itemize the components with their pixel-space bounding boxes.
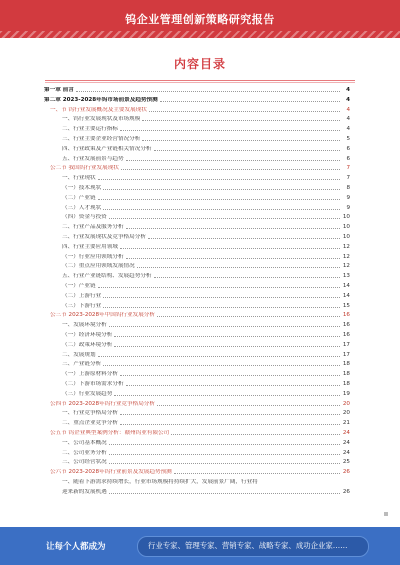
page-footer xyxy=(0,527,400,565)
toc-entry-text: 五、行业发展前景与趋势 xyxy=(62,155,124,162)
toc-entry-text: 一、随着下游需求持续增长，行业市场规模将持续扩大，发展前景广阔，行业将 xyxy=(62,479,258,485)
toc-leader-dots xyxy=(160,101,340,102)
toc-leader-dots xyxy=(120,414,340,415)
toc-entry-item[interactable] xyxy=(62,115,350,123)
toc-entry-text: 一、行业竞争格局分析 xyxy=(62,410,118,417)
toc-entry-text: 一、发展环境分析 xyxy=(62,322,107,329)
toc-entry-item[interactable] xyxy=(62,184,350,192)
toc-entry-text: （三）人才现状 xyxy=(62,204,102,211)
toc-entry-item[interactable] xyxy=(62,331,350,339)
toc-leader-dots xyxy=(126,258,340,259)
toc-page-number: 24 xyxy=(342,430,350,436)
toc-entry-section[interactable] xyxy=(50,164,350,172)
toc-entry-item[interactable] xyxy=(62,302,350,310)
toc-entry-text: 一、公司基本概况 xyxy=(62,439,107,446)
toc-entry-text: 四、行业主要应用领域 xyxy=(62,243,118,250)
toc-page-number: 18 xyxy=(342,381,350,387)
toc-entry-item[interactable] xyxy=(62,155,350,163)
toc-entry-item[interactable] xyxy=(62,449,350,457)
toc-entry-text: 公六节 2023-2028年钨行业前景及发展趋势预测 xyxy=(50,469,172,476)
toc-leader-dots xyxy=(109,218,340,219)
toc-page-number: 6 xyxy=(346,145,350,152)
toc-page-number: 4 xyxy=(346,126,350,133)
toc-entry-text: 公四节 2023-2028年钨行业竞争格局分析 xyxy=(50,400,155,407)
toc-leader-dots xyxy=(109,463,340,464)
toc-entry-text: 一、钨行业发展现状及市场规模 xyxy=(62,116,141,123)
toc-entry-text: 二、重点企业竞争分析 xyxy=(62,420,118,427)
toc-entry-item[interactable] xyxy=(62,321,350,329)
footer-tagline: 行业专家、管理专家、营销专家、战略专家、成功企业家…… xyxy=(148,541,348,550)
toc-entry-text: （一）技术现状 xyxy=(62,185,102,191)
toc-entry-text: （三）下游行业 xyxy=(62,302,102,309)
toc-entry-text: 五、行业产业链结构、发展趋势分析 xyxy=(62,273,152,280)
toc-entry-text: （一）上游原材料分析 xyxy=(62,371,118,378)
toc-page-number: 16 xyxy=(342,312,350,319)
toc-leader-dots xyxy=(114,395,340,396)
toc-entry-item[interactable] xyxy=(62,282,350,290)
toc-page-number: 19 xyxy=(342,390,350,397)
toc-leader-dots xyxy=(98,179,340,180)
toc-entry-text: 三、产业链分析 xyxy=(62,361,102,368)
toc-leader-dots xyxy=(157,316,340,317)
toc-page-number: 4 xyxy=(346,116,350,123)
toc-leader-dots xyxy=(120,130,340,131)
toc-leader-dots xyxy=(137,267,340,268)
toc-entry-text: 公五节 钨企业典型案例分析：赣州钨业有限公司 xyxy=(50,430,170,436)
toc-page-number: 26 xyxy=(342,488,350,495)
toc-page-number: 4 xyxy=(346,87,350,93)
toc-leader-dots xyxy=(126,160,340,161)
toc-leader-dots xyxy=(76,91,340,92)
toc-page-number: 20 xyxy=(342,400,350,407)
toc-leader-dots xyxy=(114,346,340,347)
toc-entry-item[interactable] xyxy=(62,145,350,153)
report-title: 钨企业管理创新策略研究报告 xyxy=(125,13,275,26)
toc-leader-dots xyxy=(174,473,340,474)
toc-entry-item[interactable] xyxy=(62,204,350,212)
toc-entry-text: （三）行业发展趋势 xyxy=(62,390,113,397)
toc-entry-text: （二）上游行业 xyxy=(62,292,102,299)
toc-entry-item[interactable] xyxy=(62,243,350,251)
toc-leader-dots xyxy=(103,209,340,210)
toc-entry-item[interactable] xyxy=(62,419,350,427)
toc-page-number: 10 xyxy=(342,224,350,231)
toc-page-number: 17 xyxy=(342,351,350,358)
toc-entry-text: 迎来新的发展机遇 xyxy=(62,488,107,495)
toc-leader-dots xyxy=(149,111,340,112)
toc-entry-text: 一、行业现状 xyxy=(62,175,96,182)
toc-entry-text: （二）下游市场需求分析 xyxy=(62,381,124,387)
toc-entry-text: 公三节 2023-2028年中国钨行业发展分析 xyxy=(50,312,155,319)
toc-page-number: 18 xyxy=(342,371,350,378)
toc-entry-text: 四、行业政策及产业链相关情况分析 xyxy=(62,145,152,152)
toc-entry-text: 二、行业主要运行指标 xyxy=(62,126,118,133)
toc-page-number: 5 xyxy=(346,136,350,142)
toc-entry-text: 一、节 钨行业发展概况及主要发展现状 xyxy=(50,106,147,113)
toc-entry-item[interactable] xyxy=(62,213,350,221)
toc-entry-item[interactable] xyxy=(62,380,350,388)
toc-page-number: 14 xyxy=(342,292,350,299)
toc-entry-text: （一）经济环境分析 xyxy=(62,332,113,338)
toc-entry-item[interactable] xyxy=(62,292,350,300)
toc-page-number: 10 xyxy=(342,214,350,221)
toc-entry-item[interactable] xyxy=(62,253,350,261)
toc-leader-dots xyxy=(109,326,340,327)
toc-entry-item[interactable] xyxy=(62,262,350,270)
toc-page-number: 8 xyxy=(346,185,350,191)
toc-entry-item[interactable] xyxy=(62,194,350,202)
toc-page-number: 21 xyxy=(342,420,350,427)
toc-entry-text: （一）行业应用领域分析 xyxy=(62,253,124,260)
toc-leader-dots xyxy=(103,189,340,190)
toc-leader-dots xyxy=(142,140,340,141)
toc-leader-dots xyxy=(154,277,340,278)
toc-entry-text: 第二章 2023-2028年钨市场前景及趋势预测 xyxy=(44,96,158,103)
toc-page-number: 26 xyxy=(342,469,350,476)
toc-entry-text: （一）产业链 xyxy=(62,283,96,289)
toc-page-number: 24 xyxy=(342,439,350,446)
toc-entry-section[interactable] xyxy=(50,429,350,437)
toc-entry-item[interactable] xyxy=(62,390,350,398)
toc-leader-dots xyxy=(120,248,340,249)
page-marker xyxy=(384,512,388,516)
toc-entry-item[interactable] xyxy=(62,478,350,486)
toc-page-number: 9 xyxy=(346,194,350,201)
toc-leader-dots xyxy=(103,297,340,298)
toc-leader-dots xyxy=(109,454,340,455)
toc-entry-text: 三、行业发展现状及竞争格局分析 xyxy=(62,234,146,240)
toc-leader-dots xyxy=(109,493,340,494)
toc-entry-chapter[interactable] xyxy=(44,86,350,94)
toc-leader-dots xyxy=(103,307,340,308)
toc-entry-item[interactable] xyxy=(62,351,350,359)
toc-page-number: 10 xyxy=(342,234,350,240)
toc-entry-text: 三、行业主要企业经营情况分析 xyxy=(62,136,141,142)
toc-entry-item[interactable] xyxy=(62,272,350,280)
toc-entry-text: 第一章 前言 xyxy=(44,87,74,93)
header-stripe-decoration xyxy=(0,31,400,38)
toc-page-number: 6 xyxy=(346,155,350,162)
toc-heading: 内容目录 xyxy=(173,57,226,71)
toc-leader-dots xyxy=(126,228,340,229)
toc-entry-text: （四）资金与投资 xyxy=(62,214,107,221)
toc-leader-dots xyxy=(114,336,340,337)
toc-page-number: 14 xyxy=(342,283,350,289)
toc-leader-dots xyxy=(98,287,340,288)
toc-leader-dots xyxy=(154,150,340,151)
toc-entry-item[interactable] xyxy=(62,458,350,466)
toc-page-number: 16 xyxy=(342,332,350,338)
toc-page-number: 4 xyxy=(346,106,350,113)
toc-page-number: 7 xyxy=(346,165,350,172)
toc-leader-dots xyxy=(126,385,340,386)
toc-page-number: 18 xyxy=(342,361,350,368)
toc-entry-item[interactable] xyxy=(62,174,350,182)
toc-leader-dots xyxy=(148,238,340,239)
title-divider xyxy=(45,80,355,81)
toc-leader-dots xyxy=(142,120,340,121)
toc-page-number: 9 xyxy=(346,204,350,211)
toc-entry-item[interactable] xyxy=(62,223,350,231)
toc-entry-section[interactable] xyxy=(50,106,350,114)
toc-entry-text: （二）政策环境分析 xyxy=(62,341,113,348)
toc-entry-section[interactable] xyxy=(50,468,350,476)
title-divider-secondary xyxy=(45,82,355,83)
toc-leader-dots xyxy=(109,444,340,445)
toc-entry-text: （二）重点应用领域发展情况 xyxy=(62,263,135,270)
toc-entry-text: 公二节 我国钨行业发展现状 xyxy=(50,165,119,172)
toc-entry-text: 二、发展规划 xyxy=(62,351,96,358)
toc-page-number: 25 xyxy=(342,459,350,466)
toc-entry-item[interactable] xyxy=(62,125,350,133)
page-header xyxy=(0,0,400,38)
toc-entry-chapter[interactable] xyxy=(44,96,350,104)
toc-leader-dots xyxy=(103,365,340,366)
toc-leader-dots xyxy=(98,356,340,357)
toc-page-number: 17 xyxy=(342,341,350,348)
toc-entry-item[interactable] xyxy=(62,370,350,378)
toc-entry-section[interactable] xyxy=(50,311,350,319)
toc-entry-item[interactable] xyxy=(62,135,350,143)
toc-entry-item[interactable] xyxy=(62,439,350,447)
toc-entry-text: （二）产业链 xyxy=(62,194,96,201)
toc-entry-item[interactable] xyxy=(62,360,350,368)
toc-page-number: 15 xyxy=(342,302,350,309)
toc-entry-text: 三、公司经营状况 xyxy=(62,459,107,466)
toc-page-number: 24 xyxy=(342,449,350,456)
toc-entry-item[interactable] xyxy=(62,409,350,417)
toc-entry-item[interactable] xyxy=(62,488,350,496)
toc-page-number: 12 xyxy=(342,263,350,270)
toc-entry-text: 二、公司业务分析 xyxy=(62,449,107,456)
toc-page-number: 20 xyxy=(342,410,350,417)
toc-leader-dots xyxy=(121,169,340,170)
toc-page-number: 7 xyxy=(346,175,350,182)
toc-leader-dots xyxy=(171,434,340,435)
toc-page-number: 12 xyxy=(342,243,350,250)
toc-leader-dots xyxy=(120,424,340,425)
toc-entry-text: 二、行业产品及服务分析 xyxy=(62,224,124,231)
toc-page-number: 16 xyxy=(342,322,350,329)
toc-page-number: 13 xyxy=(342,273,350,280)
toc-entry-section[interactable] xyxy=(50,400,350,408)
toc-page-number: 12 xyxy=(342,253,350,260)
toc-leader-dots xyxy=(120,375,340,376)
toc-leader-dots xyxy=(157,405,340,406)
footer-slogan: 让每个人都成为 xyxy=(46,542,106,552)
toc-page-number: 4 xyxy=(346,96,350,103)
toc-entry-item[interactable] xyxy=(62,233,350,241)
toc-entry-item[interactable] xyxy=(62,341,350,349)
toc-leader-dots xyxy=(98,199,340,200)
